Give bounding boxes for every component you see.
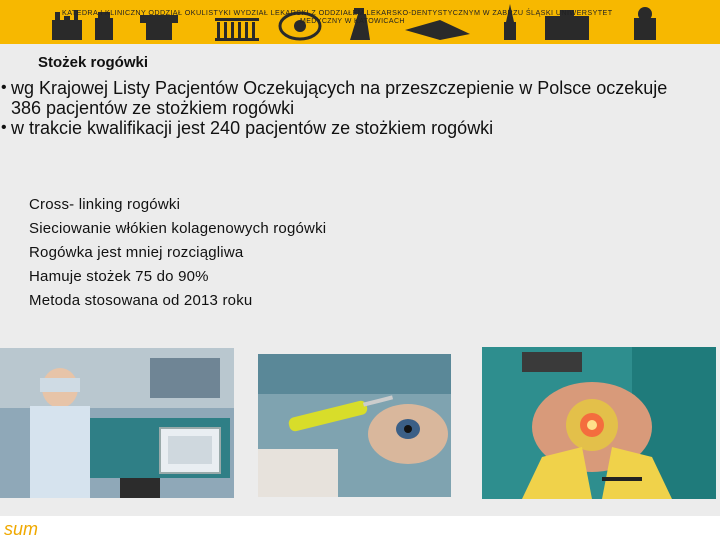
photo-surgeon	[0, 348, 234, 498]
sub-item: Rogówka jest mniej rozciągliwa	[29, 244, 244, 261]
bullet-dot-icon: •	[1, 119, 7, 136]
block-icon	[140, 15, 178, 40]
photo-crosslinking	[482, 347, 716, 499]
bullet-text: wg Krajowej Listy Pacjentów Oczekujących na przeszczepienie w Polsce oczekuje 386 pacjentów ze stożkiem rogówki	[11, 78, 668, 118]
sub-item: Sieciowanie włókien kolagenowych rogówki	[29, 220, 327, 237]
sub-item: Hamuje stożek 75 do 90%	[29, 268, 209, 285]
sub-item: Metoda stosowana od 2013 roku	[29, 292, 253, 309]
columns-icon	[215, 18, 259, 41]
bullet-text: w trakcie kwalifikacji jest 240 pacjentów ze stożkiem rogówki	[11, 118, 494, 138]
bullet-item	[0, 78, 700, 118]
photo-riboflavin	[258, 354, 451, 497]
bullet-dot-icon: •	[1, 79, 7, 96]
sub-item: Cross- linking rogówki	[29, 196, 181, 213]
footer	[0, 516, 720, 540]
slide-title: Stożek rogówki	[38, 54, 149, 71]
footer-text: KATEDRA I KLINICZNY ODDZIAŁ OKULISTYKI WYDZIAŁ LEKARSKI Z ODDZIAŁEM LEKARSKO-DENTYSTYCZNYM W ZABRZU ŚLĄSKI UNIWERSYTET	[62, 8, 613, 17]
arena-icon	[405, 20, 470, 40]
bullet-item	[0, 118, 700, 138]
sum-logo	[4, 519, 60, 539]
bullet-list	[0, 78, 700, 138]
sub-list	[29, 193, 326, 313]
footer-text-line2: MEDYCZNY W KATOWICACH	[300, 18, 405, 25]
svg-text:sum: sum	[4, 519, 39, 539]
